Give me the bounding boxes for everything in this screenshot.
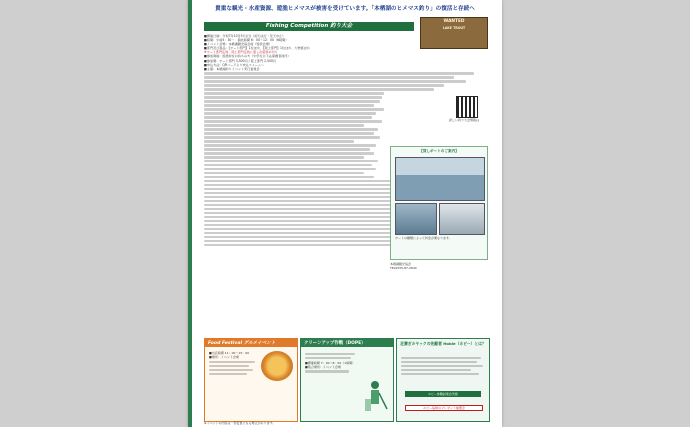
- info-row: ■イベント会場：本栖湖観光協会前（特設会場）: [204, 42, 272, 47]
- qr-code[interactable]: [456, 96, 478, 118]
- headline-text: 貴重な観光・水産資源、遊漁ヒメマスが被害を受けています。「本栖湖のヒメマス釣り」の復活と存続へ: [215, 6, 475, 12]
- text-block: [204, 140, 354, 142]
- headline: [200, 6, 490, 13]
- hobie-body: [401, 355, 485, 377]
- hobie-note: ホビー体験試乗会実施: [405, 391, 481, 397]
- text-block: [209, 361, 255, 363]
- text-block: [401, 357, 481, 359]
- flyer-page: [188, 0, 502, 427]
- text-block: [204, 80, 466, 82]
- info-row: ■開催日時：令和7年10月5日(日)（雨天決行・荒天中止）: [204, 34, 286, 38]
- info-row: ■時間：午前5：30〜 競技時間 6：00〜12：00（6時間）: [204, 38, 289, 43]
- boat-rental-box: [390, 146, 488, 260]
- text-block: [401, 365, 483, 367]
- competition-banner: Fishing Competition 釣り大会: [204, 22, 414, 31]
- text-block: [204, 136, 380, 138]
- text-block: [401, 373, 479, 375]
- logo-title: WANTED: [443, 19, 465, 24]
- text-block: [204, 132, 374, 134]
- text-block: [204, 160, 378, 162]
- boat-photo: [395, 157, 485, 201]
- cleanup-box: [300, 338, 394, 422]
- info-row: ■参加費：ボート部門 3,500円 / 陸上部門 2,500円: [204, 58, 277, 63]
- text-block: [204, 76, 454, 78]
- text-block: [204, 88, 434, 90]
- contact-line: 本栖湖観光協会: [390, 262, 412, 266]
- text-block: [209, 365, 249, 367]
- text-block: [204, 172, 364, 174]
- clean-date: ■開催時間 7：00〜8：00（1時間）: [305, 360, 356, 365]
- info-row: ■主催：本栖湖釣りイベント実行委員会: [204, 66, 260, 71]
- text-block: [204, 72, 474, 74]
- text-block: [204, 116, 372, 118]
- hobie-red-note: ホビー協賛のプレゼント抽選会: [405, 405, 483, 411]
- logo-sub: LAKE TROUT: [442, 26, 466, 30]
- food-place: ■場所：イベント会場: [209, 355, 239, 359]
- info-red-note: ※ボート部門定員、陸上部門定員に達し次第締め切り: [204, 50, 278, 55]
- food-time: ■出店時間 11：00〜15：00: [209, 351, 250, 355]
- text-block: [305, 353, 355, 355]
- clean-title: クリーンアップ作戦（DOPE）: [301, 339, 393, 347]
- clean-meet: ■集合場所：イベント会場: [305, 364, 341, 369]
- text-block: [204, 168, 376, 170]
- footnote: ※イベントの内容は一部変更になる場合があります。: [204, 421, 276, 425]
- hobie-title: 足漕ぎカヤックの先駆者 Hobie（ホビー）とは？: [400, 341, 486, 346]
- text-block: [204, 108, 384, 110]
- info-row: ■部門及び賞品：【ボート部門】1位ほか、【陸上部門】1位ほか、大物賞ほか: [204, 46, 310, 51]
- boat-photo: [439, 203, 485, 235]
- text-block: [204, 96, 382, 98]
- boat-caption: ボートの種類によって料金が異なります。: [395, 236, 452, 240]
- text-block: [204, 156, 364, 158]
- boat-box-title: 【貸しボートのご案内】: [419, 149, 459, 153]
- text-block: [204, 152, 374, 154]
- text-block: [204, 112, 376, 114]
- food-body: [209, 351, 261, 377]
- text-block: [204, 120, 382, 122]
- info-row: ■申込方法：QRコードより申込フォームへ: [204, 62, 264, 67]
- text-block: [204, 84, 444, 86]
- text-block: [204, 124, 364, 126]
- text-block: [204, 100, 380, 102]
- text-block: [209, 369, 253, 371]
- text-block: [209, 373, 247, 375]
- info-row: ■参加資格：遊漁券をお持ちの方（中学生以下は保護者同伴）: [204, 54, 291, 59]
- accent-bar: [188, 0, 192, 427]
- text-block: [204, 104, 374, 106]
- text-block: [204, 176, 374, 178]
- text-block: [204, 128, 378, 130]
- contact-line: TEL0555-87-2844: [390, 266, 417, 270]
- contact-info: [390, 262, 486, 270]
- clean-body: [305, 351, 359, 374]
- text-block: [305, 370, 349, 372]
- food-title: Food Festival グルメイベント: [205, 339, 297, 347]
- food-photo: [261, 351, 293, 381]
- boat-photo: [395, 203, 437, 235]
- cleanup-illustration-icon: [361, 379, 389, 415]
- text-block: [204, 164, 372, 166]
- text-block: [401, 361, 477, 363]
- qr-label: 詳しい釣り大会情報は: [448, 118, 479, 122]
- text-block: [204, 144, 376, 146]
- text-block: [204, 92, 384, 94]
- text-block: [204, 148, 370, 150]
- hobie-box: [396, 338, 490, 422]
- food-festival-box: [204, 338, 298, 422]
- text-block: [305, 357, 351, 359]
- text-block: [401, 369, 471, 371]
